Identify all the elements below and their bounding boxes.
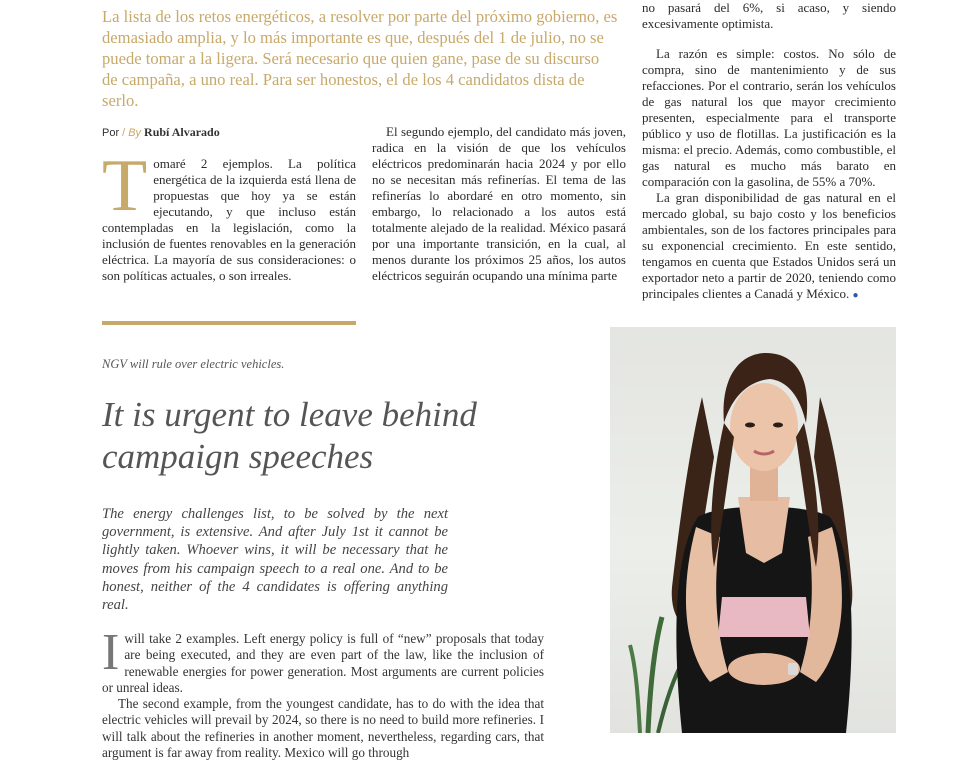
byline xyxy=(102,125,220,140)
gold-divider-rule xyxy=(102,321,356,325)
english-paragraph-2: The second example, from the youngest candidate, has to do with the idea that electric vehicles will prevail by 2024, so there is no need to build more refineries. I will talk about the refineries in another moment, nevertheless, regarding cars, that argument is far away from reality. Mexico will go through xyxy=(102,696,544,761)
byline-slash: / xyxy=(122,127,126,139)
english-body xyxy=(102,624,544,761)
spanish-col3-paragraph-1: La razón es simple: costos. No sólo de compra, sino de mantenimiento y de sus refacciones. Por el contrario, serán los vehículos de gas natural los que mayor crecimiento presenten, especialmente para el transporte público y uso de flotillas. La justificación es la misma: el precio. Además, como combustible, el gas natural es mucho más barato en comparación con la gasolina, de 55% a 70%. xyxy=(642,46,896,189)
spanish-col2-paragraph: El segundo ejemplo, del candidato más joven, radica en la visión de que los vehículos eléctricos predominarán hacia 2024 y por ello no se necesitan más refinerías. El tema de las refinerías lo abordaré en otro momento, sin embargo, lo relacionado a los autos está totalmente alejado de la realidad. México pasará por una importante transición, en la cual, al menos durante los próximos 25 años, los autos eléctricos seguirán ocupando una mínima parte xyxy=(372,124,626,283)
author-portrait-photo xyxy=(610,327,896,733)
spanish-col1-paragraph-text: omaré 2 ejemplos. La política energética de la izquierda está llena de propuestas que hoy ya se están ejecutando, y que incluso están contempladas en la legislación, como la inclusión de fuentes renovables en la generación eléctrica. La mayoría de sus consideraciones: o son políticas actuales, o son irreales. xyxy=(102,156,356,283)
english-lead-paragraph: The energy challenges list, to be solved by the next government, is extensive. And after July 1st it cannot be lightly taken. Whoever wins, it will be necessary that he moves from his campaign speech to a real one. And to be honest, neither of the 4 candidates is offering anything real. xyxy=(102,506,448,614)
spanish-column-3 xyxy=(642,0,896,304)
spanish-lead-paragraph: La lista de los retos energéticos, a resolver por parte del próximo gobierno, es demasiado amplia, y lo más importante es que, después del 1 de julio, no se puede tomar a la ligera. Será necesario que quien gane, pase de su discurso de campaña, a uno real. Para ser honestos, el de los 4 candidatos dista de serlo. xyxy=(102,7,618,110)
photo-caption: NGV will rule over electric vehicles. xyxy=(102,357,285,371)
byline-author: Rubí Alvarado xyxy=(144,125,220,139)
spanish-col1-paragraph xyxy=(102,145,356,284)
english-paragraph-1-text: will take 2 examples. Left energy policy is full of “new” proposals that today are being executed, and they are even part of the law, like the inclusion of renewable energies for power generation. Most arguments are current policies or unreal ideas. xyxy=(102,631,544,695)
spanish-col3-paragraph-2-text: La gran disponibilidad de gas natural en el mercado global, su bajo costo y los beneficios ambientales, son de los factores principales para su exponencial crecimiento. En este sentido, tengamos en cuenta que Estados Unidos será un exportador neto a partir de 2020, teniendo como principales clientes a Canadá y México. xyxy=(642,190,896,301)
end-of-article-icon: ● xyxy=(852,290,859,301)
byline-por: Por xyxy=(102,127,120,139)
spanish-col3-paragraph-2 xyxy=(642,190,896,304)
spanish-column-2 xyxy=(372,124,626,284)
spanish-column-1 xyxy=(102,145,356,284)
byline-by: By xyxy=(128,127,142,139)
english-paragraph-1 xyxy=(102,624,544,696)
spanish-dropcap: T xyxy=(102,145,148,227)
spanish-col3-paragraph-0: no pasará del 6%, si acaso, y siendo excesivamente optimista. xyxy=(642,0,896,31)
english-title: It is urgent to leave behind campaign speeches xyxy=(102,395,477,476)
portrait-illustration xyxy=(610,327,896,733)
plant-leaves xyxy=(630,617,684,733)
english-dropcap: I xyxy=(102,624,120,681)
